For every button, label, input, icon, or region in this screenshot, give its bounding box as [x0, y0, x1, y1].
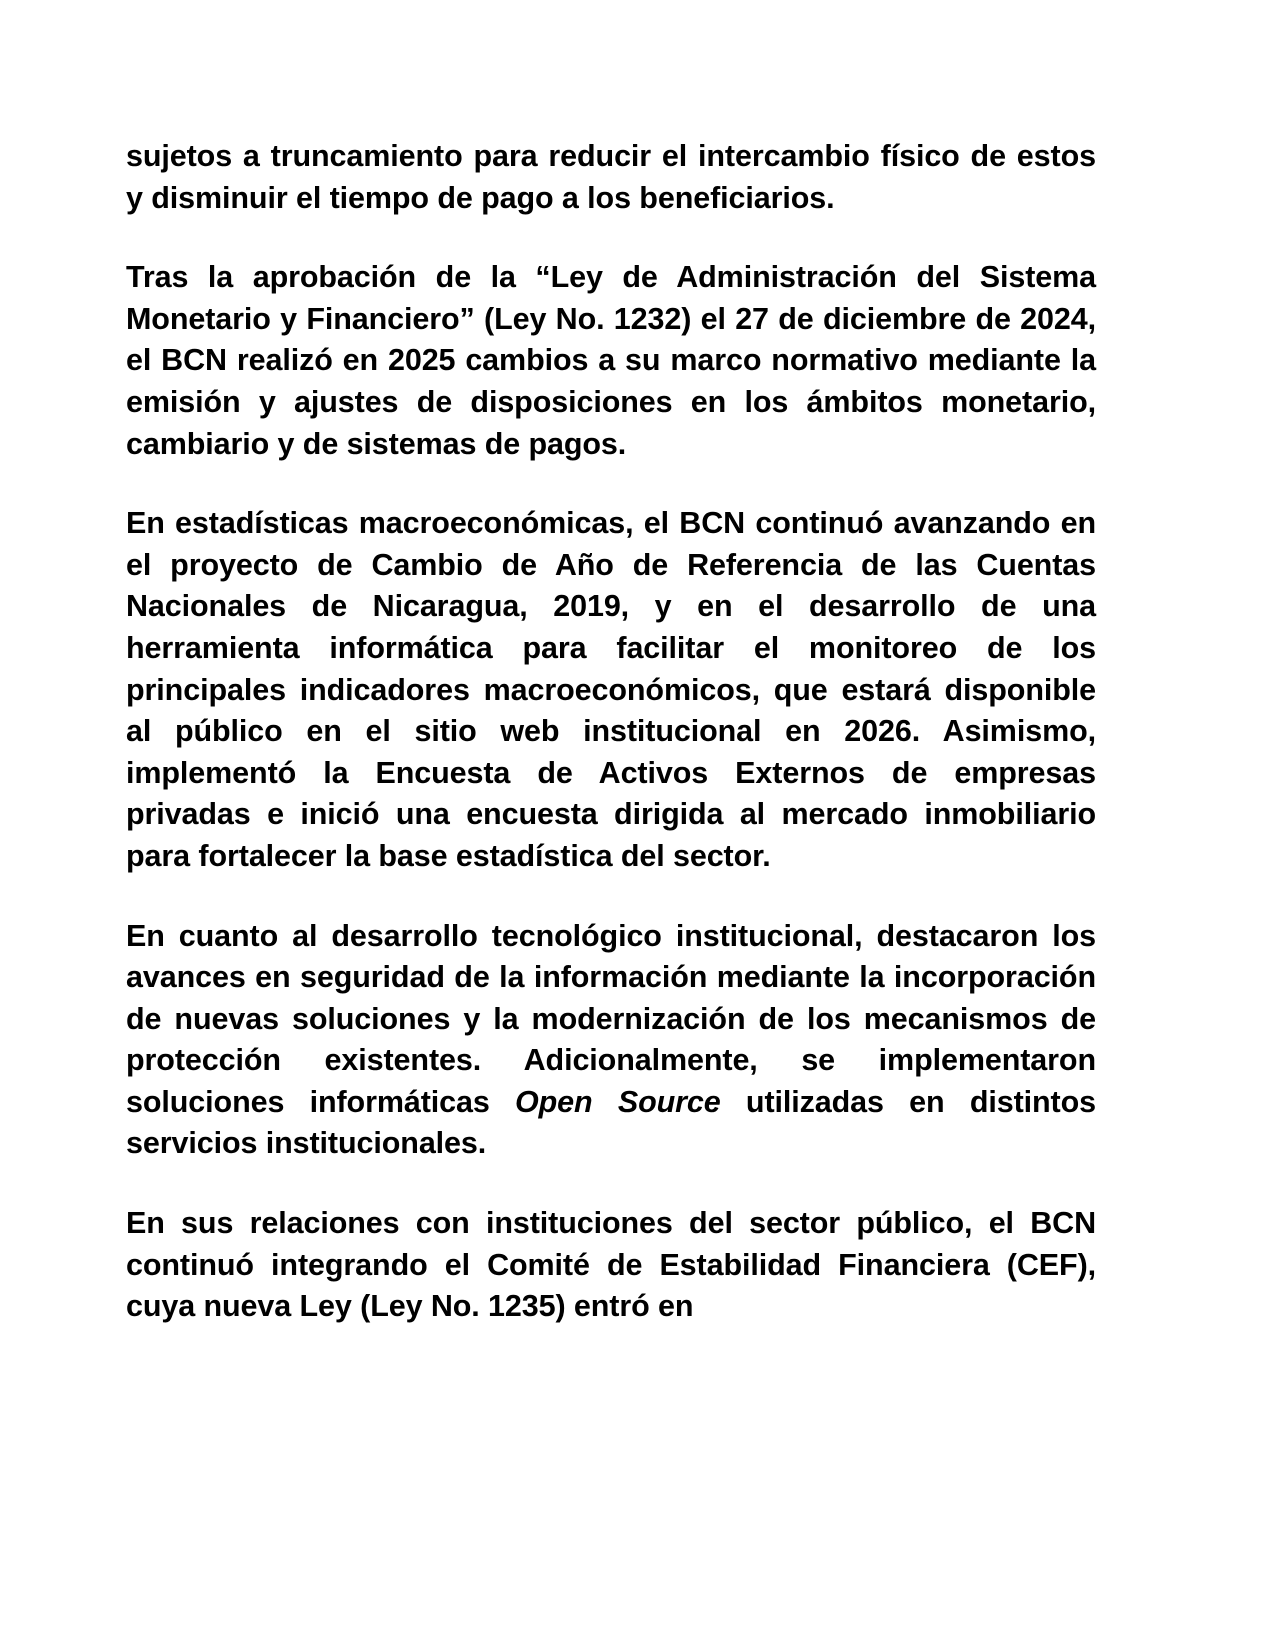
paragraph-5: En sus relaciones con instituciones del sector público, el BCN continuó integrando el Comité de Estabilidad Financiera (CEF), cuya nueva Ley (Ley No. 1235) entró en	[126, 1206, 1096, 1324]
paragraph-1: sujetos a truncamiento para reducir el intercambio físico de estos y disminuir el tiempo de pago a los beneficiarios.	[126, 139, 1096, 215]
paragraph-4-lead: En cuanto al desarrollo tecnológico institucional, destacaron los avances en seguridad de la información mediante la incorporación de nuevas soluciones y la modernización de los mecanismos de protección existentes. Adicionalmente, se implementaron soluciones informáticas	[126, 918, 1096, 1119]
text-column	[126, 136, 1096, 1328]
paragraph-2: Tras la aprobación de la “Ley de Administración del Sistema Monetario y Financiero” (Ley No. 1232) el 27 de diciembre de 2024, el BCN realizó en 2025 cambios a su marco normativo mediante la emisión y ajustes de disposiciones en los ámbitos monetario, cambiario y de sistemas de pagos.	[126, 260, 1096, 461]
paragraph-4	[126, 916, 1096, 1166]
paragraph-4-tail: utilizadas en distintos servicios institucionales.	[126, 1084, 1097, 1161]
paragraph-3: En estadísticas macroeconómicas, el BCN continuó avanzando en el proyecto de Cambio de Año de Referencia de las Cuentas Nacionales de Nicaragua, 2019, y en el desarrollo de una herramienta informática para facilitar el monitoreo de los principales indicadores macroeconómicos, que estará disponible al público en el sitio web institucional en 2026. Asimismo, implementó la Encuesta de Activos Externos de empresas privadas e inició una encuesta dirigida al mercado inmobiliario para fortalecer la base estadística del sector.	[126, 506, 1096, 873]
paragraph-4-emphasis-open-source: Open Source	[515, 1084, 721, 1119]
